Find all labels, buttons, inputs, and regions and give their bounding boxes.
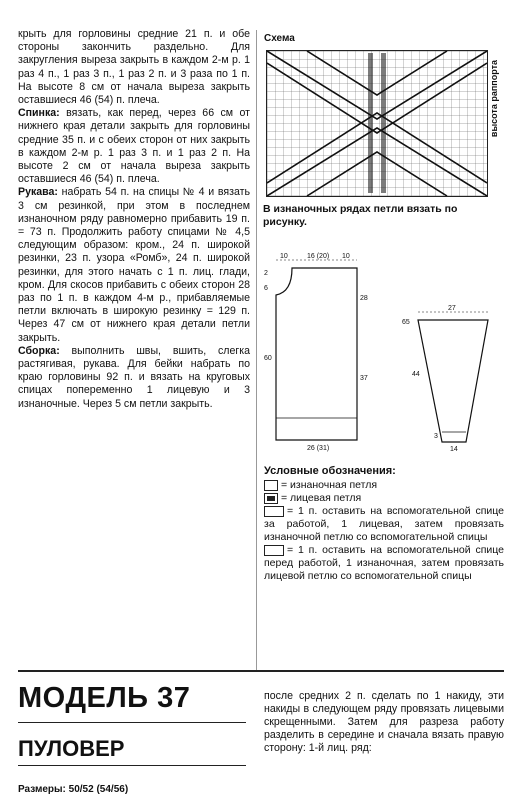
front-bottom-label: 26 (31) xyxy=(307,445,330,452)
sleeves-text: набрать 54 п. на спицы № 4 и вязать 3 см резинкой, при этом в последнем изнаночном ряду равномерно прибавить 19 п. = 73 п. Продолжить работу спицами № 4,5 следующим образом: кром., 24 п. широкой резинки, 23 п. узора «Ромб», 24 п. широкой резинки, для этого начать с 1 п. лиц. глади, кром. Для скосов прибавить с обеих сторон 28 раз по 1 п. в каждом 4-м р., прибавляемые петли включать в широкую резинку = 129 п. Через 47 см от нижнего края детали петли закрыть. xyxy=(18,186,250,344)
front-top-right-label: 10 xyxy=(342,253,350,260)
front-top-left-label: 10 xyxy=(280,253,288,260)
front-left-mid-label: 60 xyxy=(264,355,272,362)
legend-item-cross-right: = 1 п. оставить на вспомогательной спице за работой, 1 лицевая, затем провязать изнаночной петлю со вспомогательной спицы xyxy=(264,505,504,543)
sleeves-label: Рукава: xyxy=(18,186,58,199)
knit-stitch-icon xyxy=(264,493,278,504)
sleeve-left-mid-label: 44 xyxy=(412,371,420,378)
front-side-mid-label: 6 xyxy=(264,285,268,292)
legend-title: Условные обозначения: xyxy=(264,465,396,477)
chart-grid-svg xyxy=(267,51,487,196)
repeat-height-label: высота раппорта xyxy=(489,60,499,138)
front-pattern-diagram xyxy=(262,250,372,455)
front-right-mid-label: 37 xyxy=(360,375,368,382)
left-column xyxy=(18,28,250,411)
front-side-top-label: 2 xyxy=(264,270,268,277)
sleeve-left-top-label: 65 xyxy=(402,319,410,326)
back-label: Спинка: xyxy=(18,107,60,120)
model-heading: МОДЕЛЬ 37 xyxy=(18,682,191,714)
assembly-label: Сборка: xyxy=(18,344,60,357)
assembly-text: выполнить швы, вшить, слегка растягивая, рукава. Для бейки набрать по краю горловины 92 п. и вязать на круговых спицах попеременно 1 лицевую и 3 изнаночные. Через 5 см петли закрыть. xyxy=(18,344,250,410)
legend-item-knit: = лицевая петля xyxy=(264,492,504,505)
sleeve-top-label: 27 xyxy=(448,305,456,312)
legend xyxy=(264,465,504,583)
chart-note: В изнаночных рядах петли вязать по рисунку. xyxy=(263,203,458,228)
paragraph-back xyxy=(18,107,250,186)
cross-right-icon xyxy=(264,506,284,517)
sleeve-bottom-left-label: 3 xyxy=(434,433,438,440)
schema-title: Схема xyxy=(264,33,295,44)
right-bottom-column xyxy=(264,690,504,755)
column-divider xyxy=(256,30,257,670)
front-top-mid-label: 16 (20) xyxy=(307,253,330,260)
product-heading: ПУЛОВЕР xyxy=(18,736,125,761)
paragraph-assembly xyxy=(18,345,250,411)
paragraph-sleeves xyxy=(18,186,250,344)
product-underline xyxy=(18,765,246,766)
purl-stitch-icon xyxy=(264,480,278,491)
cross-left-icon xyxy=(264,545,284,556)
paragraph-neckline: крыть для горловины средние 21 п. и обе стороны закончить раздельно. Для закругления выреза закрыть в каждом 2-м р. 1 раз 4 п., 1 раз 3 п., 1 раз 2 п. и 3 раза по 1 п. На высоте 8 см от начала выреза закрыть оставшиеся 46 (54) п. плеча. xyxy=(18,28,250,107)
section-divider xyxy=(18,670,504,672)
sleeve-pattern-diagram xyxy=(398,304,498,454)
paragraph-continuation: после средних 2 п. сделать по 1 накиду, эти накиды в следующем ряду провязать лицевыми скрещенными. Затем для разреза работу разделить в середине и сначала вязать правую сторону: 1-й лиц. ряд: xyxy=(264,690,504,754)
back-text: вязать, как перед, через 66 см от нижнего края детали закрыть для горловины средние 35 п. и с обеих сторон от них закрыть в каждом 2-м р. 1 раз 3 п. и 1 раз 2 п. На высоте 2 см от начала выреза закрыть оставшиеся 46 (54) п. плеча. xyxy=(18,107,250,186)
sizes-line: Размеры: 50/52 (54/56) xyxy=(18,784,129,795)
front-right-top-label: 28 xyxy=(360,295,368,302)
sleeve-bottom-label: 14 xyxy=(450,446,458,453)
model-underline xyxy=(18,722,246,723)
knitting-chart xyxy=(266,50,488,197)
legend-item-purl: = изнаночная петля xyxy=(264,479,504,492)
legend-item-cross-left: = 1 п. оставить на вспомогательной спице перед работой, 1 изнаночная, затем провязать лицевой петлю со вспомогательной спицы xyxy=(264,544,504,582)
